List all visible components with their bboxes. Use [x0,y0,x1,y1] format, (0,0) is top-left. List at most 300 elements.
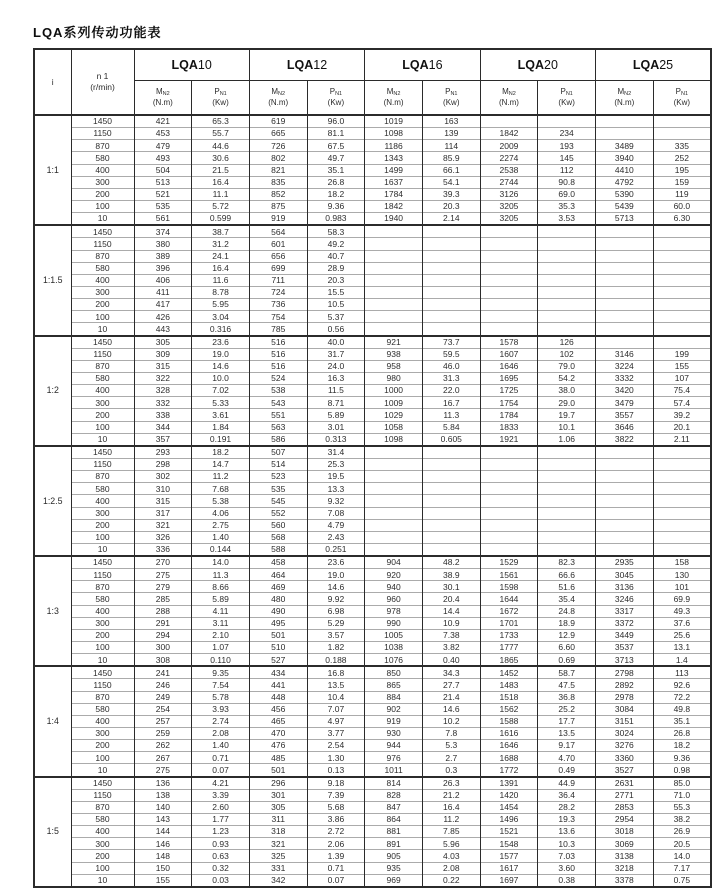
torque-cell [596,115,654,128]
torque-cell [596,543,654,556]
power-cell [653,471,711,483]
torque-header: $M_{N2}$ (N.m) [134,81,192,116]
torque-cell [365,458,423,470]
power-cell: 0.983 [307,213,365,226]
power-cell: 126 [538,336,596,349]
power-cell: 11.1 [192,188,250,200]
speed-column-header: n 1 (r/min) [71,49,134,115]
torque-cell: 493 [134,152,192,164]
torque-cell: 241 [134,666,192,679]
power-cell: 3.61 [192,409,250,421]
torque-cell: 144 [134,826,192,838]
power-cell: 5.89 [307,409,365,421]
torque-cell: 828 [365,789,423,801]
torque-cell: 1578 [480,336,538,349]
power-cell [653,323,711,336]
power-cell: 38.9 [422,569,480,581]
torque-cell: 919 [365,715,423,727]
power-cell: 11.6 [192,274,250,286]
table-row [34,495,711,507]
power-cell: 36.4 [538,789,596,801]
power-cell: 4.79 [307,519,365,531]
torque-cell: 516 [249,360,307,372]
torque-cell: 3822 [596,433,654,446]
speed-cell: 10 [71,433,134,446]
torque-cell: 3024 [596,728,654,740]
torque-cell: 935 [365,862,423,874]
torque-cell: 958 [365,360,423,372]
torque-cell: 990 [365,617,423,629]
torque-cell: 1098 [365,433,423,446]
torque-cell: 456 [249,703,307,715]
power-cell: 58.3 [307,225,365,238]
power-cell: 85.0 [653,777,711,790]
torque-cell: 711 [249,274,307,286]
torque-cell [365,471,423,483]
power-cell: 3.11 [192,617,250,629]
power-cell [422,299,480,311]
power-cell: 1.39 [307,850,365,862]
power-cell [422,446,480,459]
power-cell: 31.7 [307,348,365,360]
table-row [34,703,711,715]
torque-cell: 1011 [365,764,423,777]
speed-cell: 1450 [71,556,134,569]
torque-cell: 501 [249,764,307,777]
torque-cell: 3069 [596,838,654,850]
torque-cell: 785 [249,323,307,336]
table-row [34,336,711,349]
speed-cell: 300 [71,507,134,519]
power-cell: 51.6 [538,581,596,593]
torque-cell: 328 [134,385,192,397]
ratio-cell: 1:4 [34,666,71,776]
power-cell: 13.6 [538,826,596,838]
power-cell [653,458,711,470]
power-cell: 8.66 [192,581,250,593]
torque-cell [365,543,423,556]
power-cell: 39.2 [653,409,711,421]
torque-cell: 1529 [480,556,538,569]
power-cell: 7.38 [422,629,480,641]
power-cell: 8.78 [192,286,250,298]
power-cell: 4.97 [307,715,365,727]
torque-cell: 441 [249,679,307,691]
torque-cell: 902 [365,703,423,715]
torque-cell: 321 [134,519,192,531]
power-cell: 59.5 [422,348,480,360]
torque-cell: 3246 [596,593,654,605]
torque-cell: 1561 [480,569,538,581]
torque-cell: 411 [134,286,192,298]
power-cell: 7.39 [307,789,365,801]
torque-cell: 336 [134,543,192,556]
power-cell: 0.191 [192,433,250,446]
table-row [34,569,711,581]
speed-cell: 200 [71,188,134,200]
speed-cell: 1450 [71,225,134,238]
power-cell: 119 [653,188,711,200]
power-cell: 3.53 [538,213,596,226]
power-cell: 35.1 [653,715,711,727]
torque-cell: 1754 [480,397,538,409]
power-cell [538,299,596,311]
torque-cell: 2771 [596,789,654,801]
power-cell: 81.1 [307,128,365,140]
power-cell: 195 [653,164,711,176]
power-cell: 0.13 [307,764,365,777]
power-cell: 69.0 [538,188,596,200]
torque-cell: 969 [365,874,423,887]
power-cell: 0.144 [192,543,250,556]
torque-cell: 568 [249,531,307,543]
power-cell: 163 [422,115,480,128]
torque-cell [596,336,654,349]
torque-cell: 332 [134,397,192,409]
power-cell: 9.17 [538,740,596,752]
torque-cell: 1005 [365,629,423,641]
speed-cell: 300 [71,176,134,188]
torque-cell: 864 [365,814,423,826]
power-cell: 82.3 [538,556,596,569]
speed-cell: 10 [71,213,134,226]
power-cell: 10.0 [192,372,250,384]
torque-cell: 3527 [596,764,654,777]
power-cell: 55.7 [192,128,250,140]
power-cell: 5.3 [422,740,480,752]
speed-cell: 1150 [71,569,134,581]
power-cell: 37.6 [653,617,711,629]
table-row [34,238,711,250]
power-cell [422,495,480,507]
power-cell: 0.599 [192,213,250,226]
torque-cell: 3146 [596,348,654,360]
torque-cell: 310 [134,483,192,495]
power-cell: 155 [653,360,711,372]
table-row [34,826,711,838]
power-cell: 14.0 [653,850,711,862]
power-cell: 38.7 [192,225,250,238]
speed-cell: 580 [71,152,134,164]
power-cell: 3.86 [307,814,365,826]
power-cell: 0.32 [192,862,250,874]
speed-cell: 200 [71,850,134,862]
torque-cell: 563 [249,421,307,433]
torque-cell: 976 [365,752,423,764]
power-cell: 25.2 [538,703,596,715]
power-header: $P_{N1}$ (Kw) [653,81,711,116]
torque-cell [365,225,423,238]
torque-cell: 1607 [480,348,538,360]
power-cell: 10.1 [538,421,596,433]
table-row [34,372,711,384]
power-cell: 1.30 [307,752,365,764]
torque-cell: 1672 [480,605,538,617]
torque-cell: 318 [249,826,307,838]
power-cell: 11.2 [192,471,250,483]
power-cell: 15.5 [307,286,365,298]
torque-cell: 1921 [480,433,538,446]
torque-cell: 3136 [596,581,654,593]
torque-cell: 389 [134,250,192,262]
power-cell: 71.0 [653,789,711,801]
torque-cell: 1733 [480,629,538,641]
torque-cell: 1616 [480,728,538,740]
torque-cell [480,446,538,459]
power-cell: 0.38 [538,874,596,887]
power-cell: 0.03 [192,874,250,887]
table-row [34,777,711,790]
torque-cell: 396 [134,262,192,274]
torque-cell [596,225,654,238]
power-cell: 4.03 [422,850,480,862]
torque-cell: 1865 [480,654,538,667]
torque-cell: 1029 [365,409,423,421]
power-cell: 44.6 [192,140,250,152]
speed-cell: 200 [71,409,134,421]
torque-cell: 2538 [480,164,538,176]
power-cell: 1.40 [192,740,250,752]
power-cell [653,225,711,238]
torque-cell: 980 [365,372,423,384]
speed-cell: 1450 [71,446,134,459]
power-cell: 2.14 [422,213,480,226]
torque-cell: 543 [249,397,307,409]
speed-cell: 200 [71,629,134,641]
speed-cell: 100 [71,862,134,874]
torque-cell: 453 [134,128,192,140]
torque-cell: 309 [134,348,192,360]
torque-cell: 944 [365,740,423,752]
torque-cell: 538 [249,385,307,397]
power-cell: 9.32 [307,495,365,507]
torque-cell: 2892 [596,679,654,691]
torque-cell [480,299,538,311]
table-row [34,531,711,543]
torque-header: $M_{N2}$ (N.m) [249,81,307,116]
table-row [34,507,711,519]
torque-cell: 699 [249,262,307,274]
table-row [34,115,711,128]
torque-cell: 3332 [596,372,654,384]
speed-cell: 1450 [71,336,134,349]
torque-cell: 285 [134,593,192,605]
power-cell: 39.3 [422,188,480,200]
torque-cell: 267 [134,752,192,764]
torque-cell: 1695 [480,372,538,384]
power-cell: 159 [653,176,711,188]
speed-cell: 400 [71,826,134,838]
power-cell: 2.75 [192,519,250,531]
power-cell: 102 [538,348,596,360]
power-cell: 7.17 [653,862,711,874]
torque-header: $M_{N2}$ (N.m) [596,81,654,116]
power-cell: 6.30 [653,213,711,226]
torque-cell [480,238,538,250]
power-cell: 3.82 [422,642,480,654]
power-cell: 25.3 [307,458,365,470]
torque-cell: 317 [134,507,192,519]
power-cell: 26.9 [653,826,711,838]
power-cell: 49.3 [653,605,711,617]
power-cell: 79.0 [538,360,596,372]
torque-cell: 275 [134,569,192,581]
power-cell: 31.2 [192,238,250,250]
power-cell [538,471,596,483]
torque-cell: 148 [134,850,192,862]
power-cell [422,238,480,250]
torque-cell: 3317 [596,605,654,617]
torque-cell: 1617 [480,862,538,874]
power-cell [538,458,596,470]
power-cell: 20.1 [653,421,711,433]
torque-cell [596,274,654,286]
power-cell: 0.40 [422,654,480,667]
power-cell: 0.22 [422,874,480,887]
table-row [34,715,711,727]
power-cell: 22.0 [422,385,480,397]
power-cell: 10.3 [538,838,596,850]
power-cell: 10.4 [307,691,365,703]
torque-cell: 960 [365,593,423,605]
power-cell: 18.2 [307,188,365,200]
power-cell [422,471,480,483]
torque-cell: 3372 [596,617,654,629]
torque-cell: 150 [134,862,192,874]
torque-cell: 1701 [480,617,538,629]
torque-cell: 476 [249,740,307,752]
power-cell: 44.9 [538,777,596,790]
torque-cell: 443 [134,323,192,336]
torque-cell: 2798 [596,666,654,679]
power-cell [653,543,711,556]
torque-cell: 3557 [596,409,654,421]
power-cell: 38.2 [653,814,711,826]
table-row [34,691,711,703]
torque-cell: 426 [134,311,192,323]
power-cell [653,446,711,459]
torque-cell: 3224 [596,360,654,372]
torque-cell [480,458,538,470]
power-cell: 26.8 [307,176,365,188]
speed-cell: 400 [71,715,134,727]
torque-cell: 1688 [480,752,538,764]
power-cell: 107 [653,372,711,384]
torque-cell: 601 [249,238,307,250]
torque-cell: 374 [134,225,192,238]
power-cell: 0.605 [422,433,480,446]
power-cell [422,458,480,470]
torque-cell: 3151 [596,715,654,727]
torque-cell: 586 [249,433,307,446]
power-cell [422,250,480,262]
torque-cell: 342 [249,874,307,887]
power-cell: 5.84 [422,421,480,433]
power-cell: 36.8 [538,691,596,703]
power-cell: 30.6 [192,152,250,164]
table-row [34,250,711,262]
speed-cell: 100 [71,311,134,323]
power-cell: 60.0 [653,200,711,212]
speed-cell: 10 [71,323,134,336]
power-cell: 72.2 [653,691,711,703]
table-row [34,323,711,336]
power-cell [538,531,596,543]
torque-cell: 1598 [480,581,538,593]
torque-cell: 510 [249,642,307,654]
torque-cell [596,323,654,336]
torque-cell: 1098 [365,128,423,140]
power-cell: 3.57 [307,629,365,641]
torque-cell: 940 [365,581,423,593]
power-cell: 13.3 [307,483,365,495]
torque-cell: 2009 [480,140,538,152]
power-cell: 35.3 [538,200,596,212]
torque-cell: 545 [249,495,307,507]
power-header: $P_{N1}$ (Kw) [538,81,596,116]
torque-cell: 322 [134,372,192,384]
torque-cell: 326 [134,531,192,543]
power-cell [538,274,596,286]
torque-cell: 331 [249,862,307,874]
table-row [34,789,711,801]
ratio-column-header: i [34,49,71,115]
speed-cell: 1150 [71,128,134,140]
power-cell: 19.5 [307,471,365,483]
torque-cell: 564 [249,225,307,238]
speed-cell: 870 [71,471,134,483]
power-cell [653,115,711,128]
power-cell: 0.71 [192,752,250,764]
power-cell: 96.0 [307,115,365,128]
torque-cell: 2274 [480,152,538,164]
table-row [34,617,711,629]
table-row [34,471,711,483]
torque-cell [365,262,423,274]
table-row [34,164,711,176]
torque-cell: 3018 [596,826,654,838]
power-cell: 1.23 [192,826,250,838]
speed-cell: 300 [71,728,134,740]
power-cell: 5.38 [192,495,250,507]
power-cell: 0.188 [307,654,365,667]
power-cell: 16.4 [422,801,480,813]
power-cell: 66.1 [422,164,480,176]
table-row [34,543,711,556]
torque-cell: 3646 [596,421,654,433]
torque-cell: 1588 [480,715,538,727]
torque-cell: 1454 [480,801,538,813]
torque-cell [365,299,423,311]
table-row [34,838,711,850]
speed-cell: 100 [71,531,134,543]
power-cell [653,274,711,286]
power-cell: 7.8 [422,728,480,740]
torque-cell: 523 [249,471,307,483]
torque-cell: 736 [249,299,307,311]
torque-cell [365,531,423,543]
torque-cell [365,274,423,286]
power-cell: 73.7 [422,336,480,349]
power-cell [422,483,480,495]
table-row [34,446,711,459]
torque-cell: 301 [249,789,307,801]
torque-cell: 279 [134,581,192,593]
power-cell: 16.8 [307,666,365,679]
torque-cell: 1186 [365,140,423,152]
power-cell [422,519,480,531]
torque-cell: 3126 [480,188,538,200]
